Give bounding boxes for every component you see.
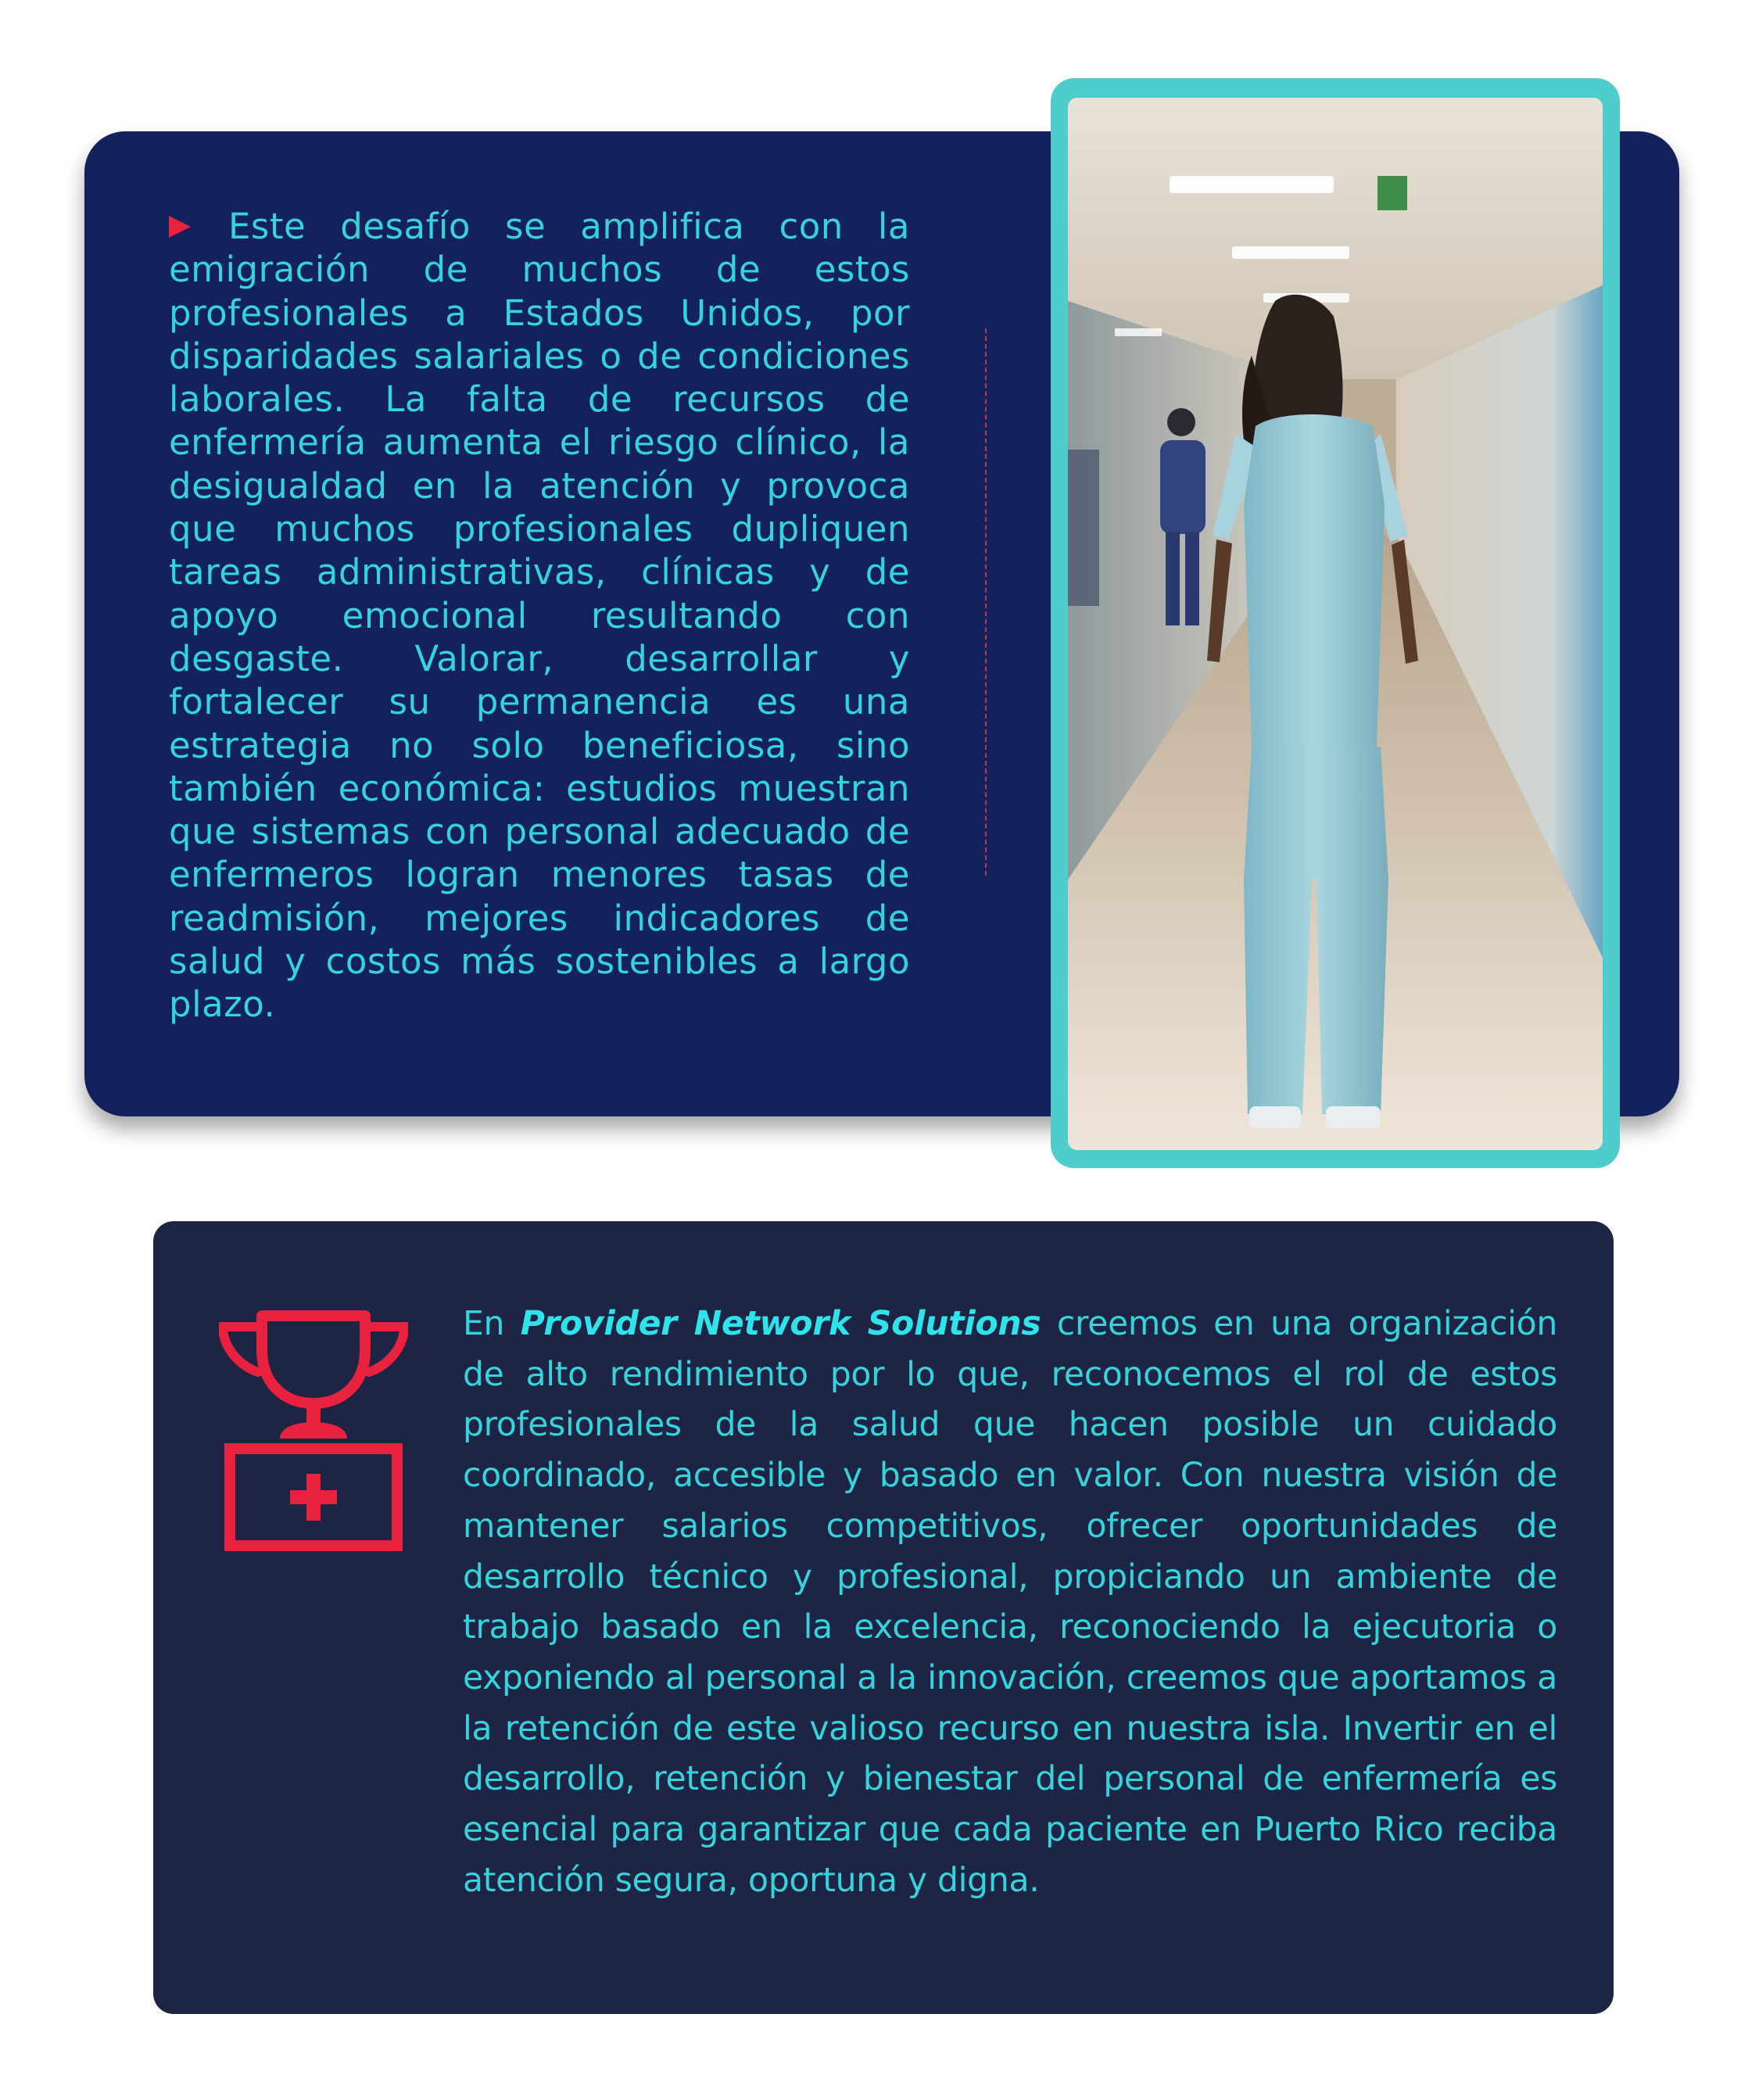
trophy-medical-icon xyxy=(219,1310,408,1553)
photo-frame xyxy=(1051,78,1620,1168)
bullet-triangle-icon xyxy=(169,216,191,238)
brand-name: Provider Network Solutions xyxy=(520,1305,1041,1343)
top-paragraph xyxy=(169,205,910,1027)
top-paragraph-text: Este desafío se amplifica con la emigración de muchos de estos profesionales a Estados Unidos, por disparidades salariales o de condiciones laborales. La falta de recursos de enfermería aumenta el riesgo clínico, la desigualdad en la atención y provoca que muchos profesionales dupliquen tareas administrativas, clínicas y de apoyo emocional resultando con desgaste. Valorar, desarrollar y fortalecer su permanencia es una estrategia no solo beneficiosa, sino también económica: estudios muestran que sistemas con personal adecuado de enfermeros logran menores tasas de readmisión, mejores indicadores de salud y costos más sostenibles a largo plazo. xyxy=(169,206,910,1026)
bottom-lead: En xyxy=(463,1305,505,1343)
dashed-divider xyxy=(985,328,987,876)
bottom-paragraph xyxy=(463,1299,1557,1906)
bottom-paragraph-text: creemos en una organización de alto rendimiento por lo que, reconocemos el rol de estos profesionales de la salud que hacen posible un cuidado coordinado, accesible y basado en valor. Con nuestra visión de mantener salarios competitivos, ofrecer oportunidades de desarrollo técnico y profesional, propiciando un ambiente de trabajo basado en la excelencia, reconociendo la ejecutoria o exponiendo al personal a la innovación, creemos que aportamos a la retención de este valioso recurso en nuestra isla. Invertir en el desarrollo, retención y bienestar del personal de enfermería es esencial para garantizar que cada paciente en Puerto Rico reciba atención segura, oportuna y digna. xyxy=(463,1305,1558,1900)
nurse-hallway-photo xyxy=(1068,98,1603,1150)
